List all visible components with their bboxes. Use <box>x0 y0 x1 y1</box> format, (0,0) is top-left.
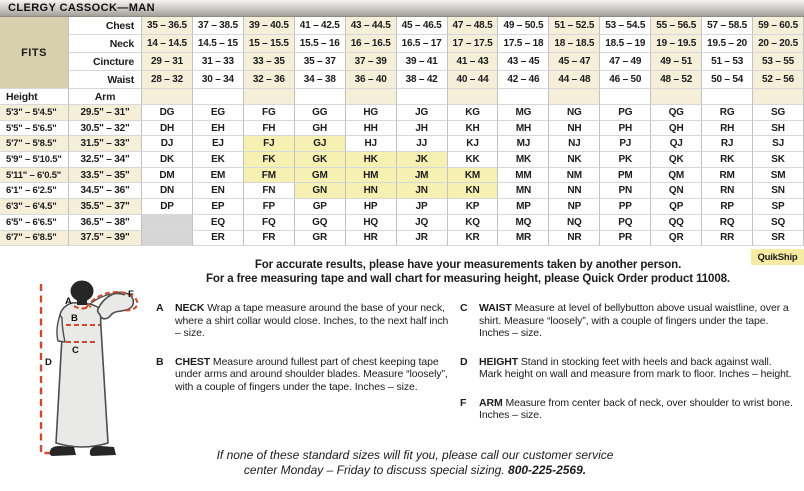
fit-row-label: Waist <box>69 71 142 89</box>
instruction-body: Measure from center back of neck, over shoulder to wrist bone. Inches – size. <box>479 396 793 421</box>
size-code-cell: EH <box>193 121 244 137</box>
size-code-cell: DM <box>142 168 193 184</box>
size-code-cell: QH <box>651 121 702 137</box>
header-spacer-cell <box>448 89 499 105</box>
height-range-cell: 5'7" – 5'8.5" <box>0 136 69 152</box>
fit-value-cell: 37 – 38.5 <box>193 17 244 35</box>
instructions-col-1 <box>156 302 452 409</box>
fit-value-cell: 29 – 31 <box>142 53 193 71</box>
instruction-term: ARM <box>479 396 503 409</box>
diagram-label-a: A <box>65 296 72 307</box>
arm-range-cell: 29.5" – 31" <box>69 105 142 121</box>
size-code-cell: HK <box>346 152 397 168</box>
fit-value-cell: 41 – 43 <box>448 53 499 71</box>
size-code-cell: PN <box>600 183 651 199</box>
size-code-cell: QR <box>651 231 702 247</box>
header-spacer-cell <box>651 89 702 105</box>
size-code-cell: RR <box>702 231 753 247</box>
arm-range-cell: 37.5" – 39" <box>69 231 142 247</box>
size-code-cell: KQ <box>448 215 499 231</box>
size-code-cell: GM <box>295 168 346 184</box>
instruction-body: Measure at level of bellybutton above usual waistline, over a shirt. Measure “loosely”, with a couple of fingers under the tape. Inches – size. <box>479 302 789 339</box>
size-code-cell: MJ <box>498 136 549 152</box>
size-code-cell: HG <box>346 105 397 121</box>
arm-range-cell: 36.5" – 38" <box>69 215 142 231</box>
fit-value-cell: 19.5 – 20 <box>702 35 753 53</box>
head <box>71 281 94 302</box>
size-code-cell: ER <box>193 231 244 247</box>
size-code-cell: HP <box>346 199 397 215</box>
fit-value-cell: 39 – 41 <box>397 53 448 71</box>
fit-row-label: Neck <box>69 35 142 53</box>
arm-range-cell: 34.5" – 36" <box>69 183 142 199</box>
instruction-letter: C <box>460 302 468 314</box>
size-code-cell: KK <box>448 152 499 168</box>
size-code-cell: PK <box>600 152 651 168</box>
size-code-cell: HJ <box>346 136 397 152</box>
size-code-cell: JK <box>397 152 448 168</box>
size-code-cell: HH <box>346 121 397 137</box>
size-code-cell: RK <box>702 152 753 168</box>
size-code-cell: QP <box>651 199 702 215</box>
size-code-cell: RM <box>702 168 753 184</box>
fit-value-cell: 30 – 34 <box>193 71 244 89</box>
height-range-cell: 5'3" – 5'4.5" <box>0 105 69 121</box>
size-code-cell: HR <box>346 231 397 247</box>
size-code-cell: NK <box>549 152 600 168</box>
size-code-cell: FM <box>244 168 295 184</box>
fit-value-cell: 35 – 36.5 <box>142 17 193 35</box>
fit-value-cell: 50 – 54 <box>702 71 753 89</box>
fit-value-cell: 19 – 19.5 <box>651 35 702 53</box>
size-code-cell: KJ <box>448 136 499 152</box>
size-code-cell: EJ <box>193 136 244 152</box>
size-code-cell: QJ <box>651 136 702 152</box>
instruction-body: Wrap a tape measure around the base of your neck, where a shirt collar would close. Inches, to the next half inch – size. <box>175 302 449 339</box>
instruction-text <box>479 302 794 340</box>
fit-value-cell: 45 – 47 <box>549 53 600 71</box>
height-range-cell: 6'1" – 6'2.5" <box>0 183 69 199</box>
size-code-cell: EN <box>193 183 244 199</box>
size-code-cell: MR <box>498 231 549 247</box>
size-table <box>0 17 804 246</box>
size-code-cell: DH <box>142 121 193 137</box>
note-line-1: For accurate results, please have your measurements taken by another person. <box>254 259 682 271</box>
size-code-cell: MK <box>498 152 549 168</box>
header-spacer-cell <box>295 89 346 105</box>
size-code-cell: MM <box>498 168 549 184</box>
cassock-diagram <box>28 280 168 466</box>
fit-value-cell: 47 – 48.5 <box>448 17 499 35</box>
instruction-letter: A <box>156 302 164 314</box>
fit-value-cell: 38 – 42 <box>397 71 448 89</box>
measurement-notes <box>132 258 804 286</box>
size-code-cell: JN <box>397 183 448 199</box>
arm-range-cell: 35.5" – 37" <box>69 199 142 215</box>
size-code-cell: EM <box>193 168 244 184</box>
size-code-cell: EP <box>193 199 244 215</box>
fit-value-cell: 15.5 – 16 <box>295 35 346 53</box>
page-title: CLERGY CASSOCK—MAN <box>0 0 804 17</box>
footer-note <box>172 448 658 478</box>
instruction-item <box>460 302 794 340</box>
instruction-item <box>156 302 452 340</box>
header-spacer-cell <box>549 89 600 105</box>
size-code-cell: SM <box>753 168 804 184</box>
size-code-cell: PP <box>600 199 651 215</box>
size-code-cell: NN <box>549 183 600 199</box>
size-code-cell: MP <box>498 199 549 215</box>
size-code-cell: NJ <box>549 136 600 152</box>
size-code-cell: GH <box>295 121 346 137</box>
fit-value-cell: 36 – 40 <box>346 71 397 89</box>
fit-value-cell: 20 – 20.5 <box>753 35 804 53</box>
fit-value-cell: 53 – 54.5 <box>600 17 651 35</box>
header-spacer-cell <box>193 89 244 105</box>
height-column-header: Height <box>0 89 69 105</box>
fit-value-cell: 35 – 37 <box>295 53 346 71</box>
fit-row-label: Cincture <box>69 53 142 71</box>
instruction-text <box>175 302 452 340</box>
instructions-col-2 <box>460 302 794 438</box>
instruction-term: NECK <box>175 302 205 314</box>
arm-range-cell: 33.5" – 35" <box>69 168 142 184</box>
size-code-cell: NP <box>549 199 600 215</box>
fit-value-cell: 18 – 18.5 <box>549 35 600 53</box>
fit-value-cell: 37 – 39 <box>346 53 397 71</box>
fit-value-cell: 14 – 14.5 <box>142 35 193 53</box>
height-range-cell: 5'11" – 6'0.5" <box>0 168 69 184</box>
fit-value-cell: 34 – 38 <box>295 71 346 89</box>
size-code-cell: KH <box>448 121 499 137</box>
diagram-label-c: C <box>72 345 79 356</box>
diagram-label-b: B <box>71 313 78 324</box>
arm-column-header: Arm <box>69 89 142 105</box>
size-code-cell: SK <box>753 152 804 168</box>
cassock-figure-svg <box>28 280 168 466</box>
fit-value-cell: 45 – 46.5 <box>397 17 448 35</box>
fits-header-cell: FITS <box>0 17 69 89</box>
size-code-cell: HQ <box>346 215 397 231</box>
fit-value-cell: 18.5 – 19 <box>600 35 651 53</box>
size-code-cell: JG <box>397 105 448 121</box>
size-code-cell: NM <box>549 168 600 184</box>
footer-line-1: If none of these standard sizes will fit you, please call our customer service <box>216 448 614 462</box>
size-code-cell: FH <box>244 121 295 137</box>
fit-value-cell: 31 – 33 <box>193 53 244 71</box>
size-code-cell <box>142 231 193 247</box>
size-code-cell: MQ <box>498 215 549 231</box>
left-shoe <box>50 446 76 456</box>
size-code-cell: PM <box>600 168 651 184</box>
height-range-cell: 5'5" – 5'6.5" <box>0 121 69 137</box>
instruction-text <box>479 397 794 422</box>
fit-value-cell: 44 – 48 <box>549 71 600 89</box>
size-code-cell: MH <box>498 121 549 137</box>
size-code-cell: RG <box>702 105 753 121</box>
fit-value-cell: 51 – 53 <box>702 53 753 71</box>
size-code-cell: RJ <box>702 136 753 152</box>
size-code-cell: QG <box>651 105 702 121</box>
footer-phone: 800-225-2569. <box>508 463 587 477</box>
size-code-cell: FQ <box>244 215 295 231</box>
quikship-badge: QuikShip <box>751 249 804 265</box>
fit-value-cell: 49 – 51 <box>651 53 702 71</box>
fit-row-label: Chest <box>69 17 142 35</box>
size-code-cell: GJ <box>295 136 346 152</box>
instruction-text <box>479 356 794 381</box>
instruction-item <box>156 356 452 394</box>
instruction-item <box>460 397 794 422</box>
header-spacer-cell <box>244 89 295 105</box>
size-code-cell: RN <box>702 183 753 199</box>
fit-value-cell: 33 – 35 <box>244 53 295 71</box>
header-spacer-cell <box>753 89 804 105</box>
size-code-cell: JJ <box>397 136 448 152</box>
fit-value-cell: 55 – 56.5 <box>651 17 702 35</box>
fit-value-cell: 46 – 50 <box>600 71 651 89</box>
size-code-cell: QK <box>651 152 702 168</box>
size-code-cell: KN <box>448 183 499 199</box>
header-spacer-cell <box>702 89 753 105</box>
size-code-cell <box>142 215 193 231</box>
fit-value-cell: 43 – 44.5 <box>346 17 397 35</box>
note-line-2: For a free measuring tape and wall chart for measuring height, please Quick Order product 11008. <box>205 273 731 285</box>
size-code-cell: FN <box>244 183 295 199</box>
fit-value-cell: 59 – 60.5 <box>753 17 804 35</box>
instruction-letter: D <box>460 355 468 368</box>
size-code-cell: GP <box>295 199 346 215</box>
fit-value-cell: 16 – 16.5 <box>346 35 397 53</box>
size-code-cell: FK <box>244 152 295 168</box>
size-code-cell: PG <box>600 105 651 121</box>
fit-value-cell: 49 – 50.5 <box>498 17 549 35</box>
size-code-cell: MG <box>498 105 549 121</box>
fit-value-cell: 51 – 52.5 <box>549 17 600 35</box>
footer-line-2: center Monday – Friday to discuss special sizing. <box>243 463 505 477</box>
size-code-cell: NR <box>549 231 600 247</box>
size-code-cell: HN <box>346 183 397 199</box>
instruction-term: WAIST <box>479 302 512 314</box>
header-spacer-cell <box>142 89 193 105</box>
size-code-cell: DJ <box>142 136 193 152</box>
size-code-cell: RQ <box>702 215 753 231</box>
instruction-item <box>460 356 794 381</box>
fit-value-cell: 40 – 44 <box>448 71 499 89</box>
size-code-cell: SJ <box>753 136 804 152</box>
fit-value-cell: 39 – 40.5 <box>244 17 295 35</box>
size-code-cell: JQ <box>397 215 448 231</box>
fit-value-cell: 17 – 17.5 <box>448 35 499 53</box>
size-code-cell: FG <box>244 105 295 121</box>
fit-value-cell: 48 – 52 <box>651 71 702 89</box>
size-code-cell: GR <box>295 231 346 247</box>
size-code-cell: SQ <box>753 215 804 231</box>
size-code-cell: DK <box>142 152 193 168</box>
size-code-cell: SN <box>753 183 804 199</box>
size-code-cell: QM <box>651 168 702 184</box>
fit-value-cell: 28 – 32 <box>142 71 193 89</box>
fit-value-cell: 53 – 55 <box>753 53 804 71</box>
size-code-cell: SP <box>753 199 804 215</box>
size-code-cell: JR <box>397 231 448 247</box>
size-code-cell: SR <box>753 231 804 247</box>
size-code-cell: FR <box>244 231 295 247</box>
size-code-cell: FP <box>244 199 295 215</box>
size-code-cell: NQ <box>549 215 600 231</box>
size-code-cell: GK <box>295 152 346 168</box>
fit-value-cell: 43 – 45 <box>498 53 549 71</box>
header-spacer-cell <box>346 89 397 105</box>
height-range-cell: 5'9" – 5'10.5" <box>0 152 69 168</box>
size-code-cell: QN <box>651 183 702 199</box>
instruction-term: HEIGHT <box>479 355 519 368</box>
right-shoe <box>90 446 116 456</box>
fit-value-cell: 17.5 – 18 <box>498 35 549 53</box>
size-code-cell: EQ <box>193 215 244 231</box>
size-code-cell: KG <box>448 105 499 121</box>
size-code-cell: DG <box>142 105 193 121</box>
size-code-cell: PJ <box>600 136 651 152</box>
diagram-label-f: F <box>128 289 134 300</box>
height-range-cell: 6'3" – 6'4.5" <box>0 199 69 215</box>
instruction-term: CHEST <box>175 355 211 368</box>
size-code-cell: RH <box>702 121 753 137</box>
fit-value-cell: 47 – 49 <box>600 53 651 71</box>
size-code-cell: DN <box>142 183 193 199</box>
size-code-cell: KP <box>448 199 499 215</box>
size-code-cell: RP <box>702 199 753 215</box>
size-code-cell: KR <box>448 231 499 247</box>
size-code-cell: GG <box>295 105 346 121</box>
size-code-cell: DP <box>142 199 193 215</box>
diagram-label-d: D <box>45 357 52 368</box>
size-code-cell: SG <box>753 105 804 121</box>
fit-value-cell: 16.5 – 17 <box>397 35 448 53</box>
size-code-cell: EG <box>193 105 244 121</box>
instruction-body: Stand in stocking feet with heels and back against wall. Mark height on wall and measure from mark to floor. Inches – height. <box>479 355 792 380</box>
size-code-cell: PQ <box>600 215 651 231</box>
fit-value-cell: 52 – 56 <box>753 71 804 89</box>
arm-range-cell: 31.5" – 33" <box>69 136 142 152</box>
fit-value-cell: 41 – 42.5 <box>295 17 346 35</box>
size-code-cell: KM <box>448 168 499 184</box>
arm-range-cell: 30.5" – 32" <box>69 121 142 137</box>
instruction-letter: F <box>460 396 467 409</box>
size-code-cell: FJ <box>244 136 295 152</box>
size-code-cell: PR <box>600 231 651 247</box>
size-code-cell: GN <box>295 183 346 199</box>
size-code-cell: JP <box>397 199 448 215</box>
size-code-cell: NG <box>549 105 600 121</box>
size-code-cell: EK <box>193 152 244 168</box>
height-range-cell: 6'5" – 6'6.5" <box>0 215 69 231</box>
size-code-cell: GQ <box>295 215 346 231</box>
size-code-cell: HM <box>346 168 397 184</box>
instruction-text <box>175 356 452 394</box>
size-code-cell: JH <box>397 121 448 137</box>
size-code-cell: PH <box>600 121 651 137</box>
size-code-cell: MN <box>498 183 549 199</box>
size-code-cell: JM <box>397 168 448 184</box>
fit-value-cell: 42 – 46 <box>498 71 549 89</box>
arm-range-cell: 32.5" – 34" <box>69 152 142 168</box>
fit-value-cell: 32 – 36 <box>244 71 295 89</box>
header-spacer-cell <box>600 89 651 105</box>
header-spacer-cell <box>498 89 549 105</box>
header-spacer-cell <box>397 89 448 105</box>
fit-value-cell: 57 – 58.5 <box>702 17 753 35</box>
instruction-letter: B <box>156 355 164 368</box>
fit-value-cell: 15 – 15.5 <box>244 35 295 53</box>
size-code-cell: QQ <box>651 215 702 231</box>
size-code-cell: SH <box>753 121 804 137</box>
height-range-cell: 6'7" – 6'8.5" <box>0 231 69 247</box>
size-code-cell: NH <box>549 121 600 137</box>
fit-value-cell: 14.5 – 15 <box>193 35 244 53</box>
instruction-body: Measure around fullest part of chest keeping tape under arms and around shoulder blades. Measure “loosely”, with a couple of fingers under the tape. Inches – size. <box>175 355 448 393</box>
